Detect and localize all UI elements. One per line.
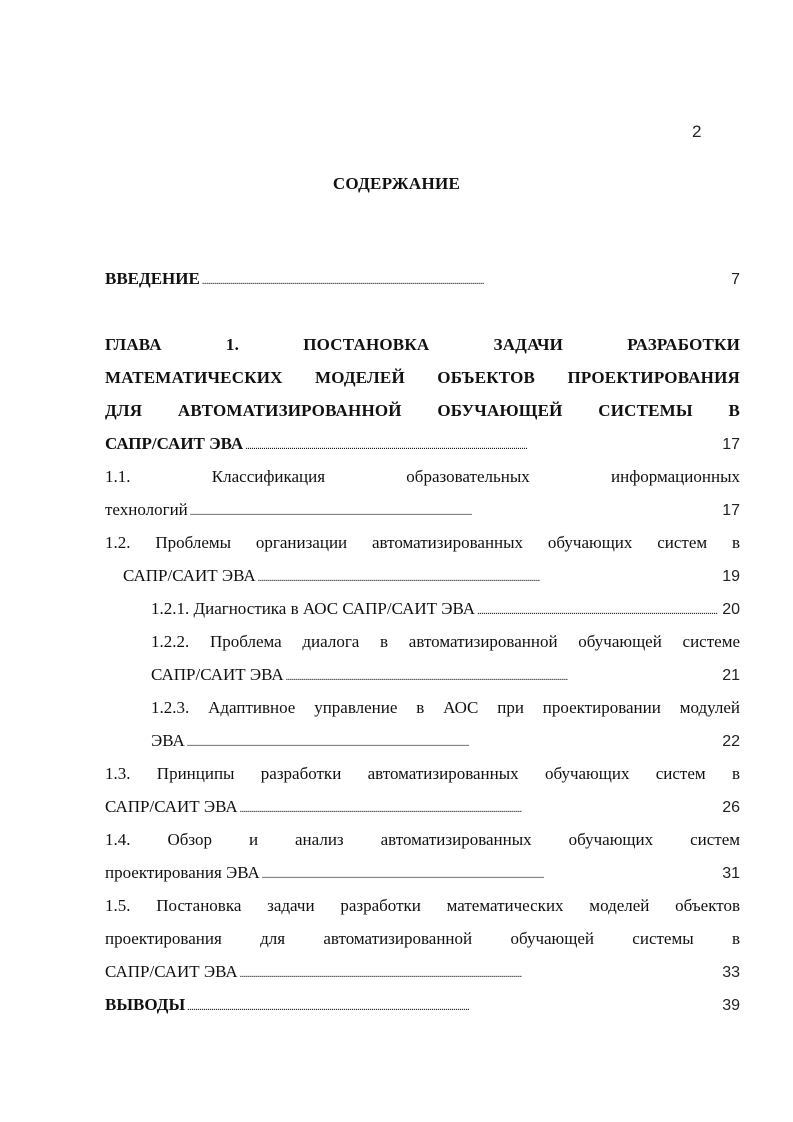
toc-entry-1-2-3[interactable] xyxy=(105,691,740,757)
section-1-2-page: 19 xyxy=(722,568,740,585)
dot-leader xyxy=(262,856,718,892)
toc-intro-page: 7 xyxy=(731,271,740,288)
dot-leader xyxy=(240,955,719,991)
chapter-1-line-2: МАТЕМАТИЧЕСКИХ МОДЕЛЕЙ ОБЪЕКТОВ ПРОЕКТИРОВАНИЯ xyxy=(105,368,740,387)
page-title: СОДЕРЖАНИЕ xyxy=(332,174,461,193)
section-1-5-line-3: САПР/САИТ ЭВА xyxy=(105,962,238,981)
section-1-3-page: 26 xyxy=(722,799,740,816)
dot-leader xyxy=(258,559,719,595)
dot-leader xyxy=(245,427,718,463)
section-1-2-2-line-1: 1.2.2. Проблема диалога в автоматизированной обучающей системе xyxy=(151,632,740,651)
toc-entry-conclusions[interactable] xyxy=(105,988,740,1021)
section-1-1-page: 17 xyxy=(722,502,740,519)
section-1-2-2-page: 21 xyxy=(722,667,740,684)
section-1-3-line-1: 1.3. Принципы разработки автоматизированных обучающих систем в xyxy=(105,764,740,783)
toc-intro-label: ВВЕДЕНИЕ xyxy=(105,269,200,288)
section-1-5-line-2: проектирования для автоматизированной обучающей системы в xyxy=(105,929,740,948)
chapter-1-line-4: САПР/САИТ ЭВА xyxy=(105,434,244,453)
dot-leader xyxy=(286,658,719,694)
toc-entry-1-5[interactable] xyxy=(105,889,740,988)
toc-entry-1-2-1[interactable] xyxy=(105,592,740,625)
dot-leader xyxy=(190,493,718,529)
section-1-2-1-label: 1.2.1. Диагностика в АОС САПР/САИТ ЭВА xyxy=(151,599,476,618)
dot-leader xyxy=(187,724,718,760)
section-1-4-line-2: проектирования ЭВА xyxy=(105,863,260,882)
section-1-1-line-1: 1.1. Классификация образовательных информационных xyxy=(105,467,740,486)
toc-entry-1-3[interactable] xyxy=(105,757,740,823)
dot-leader xyxy=(477,592,718,628)
dot-leader xyxy=(202,262,727,298)
toc-conclusions-label: ВЫВОДЫ xyxy=(105,995,186,1014)
chapter-1-line-1: ГЛАВА 1. ПОСТАНОВКА ЗАДАЧИ РАЗРАБОТКИ xyxy=(105,335,740,354)
page-number: 2 xyxy=(692,122,702,141)
chapter-1-page: 17 xyxy=(722,436,740,453)
section-1-1-line-2: технологий xyxy=(105,500,188,519)
section-1-4-line-1: 1.4. Обзор и анализ автоматизированных обучающих систем xyxy=(105,830,740,849)
toc-entry-chapter-1[interactable] xyxy=(105,328,740,460)
table-of-contents xyxy=(105,262,740,1021)
section-1-5-page: 33 xyxy=(722,964,740,981)
section-1-2-1-page: 20 xyxy=(722,601,740,618)
chapter-1-line-3: ДЛЯ АВТОМАТИЗИРОВАННОЙ ОБУЧАЮЩЕЙ СИСТЕМЫ В xyxy=(105,401,740,420)
toc-conclusions-page: 39 xyxy=(722,997,740,1014)
toc-entry-1-1[interactable] xyxy=(105,460,740,526)
toc-entry-1-2-2[interactable] xyxy=(105,625,740,691)
section-1-3-line-2: САПР/САИТ ЭВА xyxy=(105,797,238,816)
section-1-4-page: 31 xyxy=(722,865,740,882)
section-1-5-line-1: 1.5. Постановка задачи разработки математических моделей объектов xyxy=(105,896,740,915)
section-1-2-2-line-2: САПР/САИТ ЭВА xyxy=(151,665,284,684)
dot-leader xyxy=(187,988,718,1024)
section-1-2-3-line-1: 1.2.3. Адаптивное управление в АОС при проектировании модулей xyxy=(151,698,740,717)
section-1-2-line-2: САПР/САИТ ЭВА xyxy=(123,566,256,585)
section-1-2-3-line-2: ЭВА xyxy=(151,731,185,750)
toc-entry-1-2[interactable] xyxy=(105,526,740,592)
section-1-2-3-page: 22 xyxy=(722,733,740,750)
toc-entry-intro[interactable] xyxy=(105,262,740,295)
toc-entry-1-4[interactable] xyxy=(105,823,740,889)
dot-leader xyxy=(240,790,719,826)
section-1-2-line-1: 1.2. Проблемы организации автоматизированных обучающих систем в xyxy=(105,533,740,552)
